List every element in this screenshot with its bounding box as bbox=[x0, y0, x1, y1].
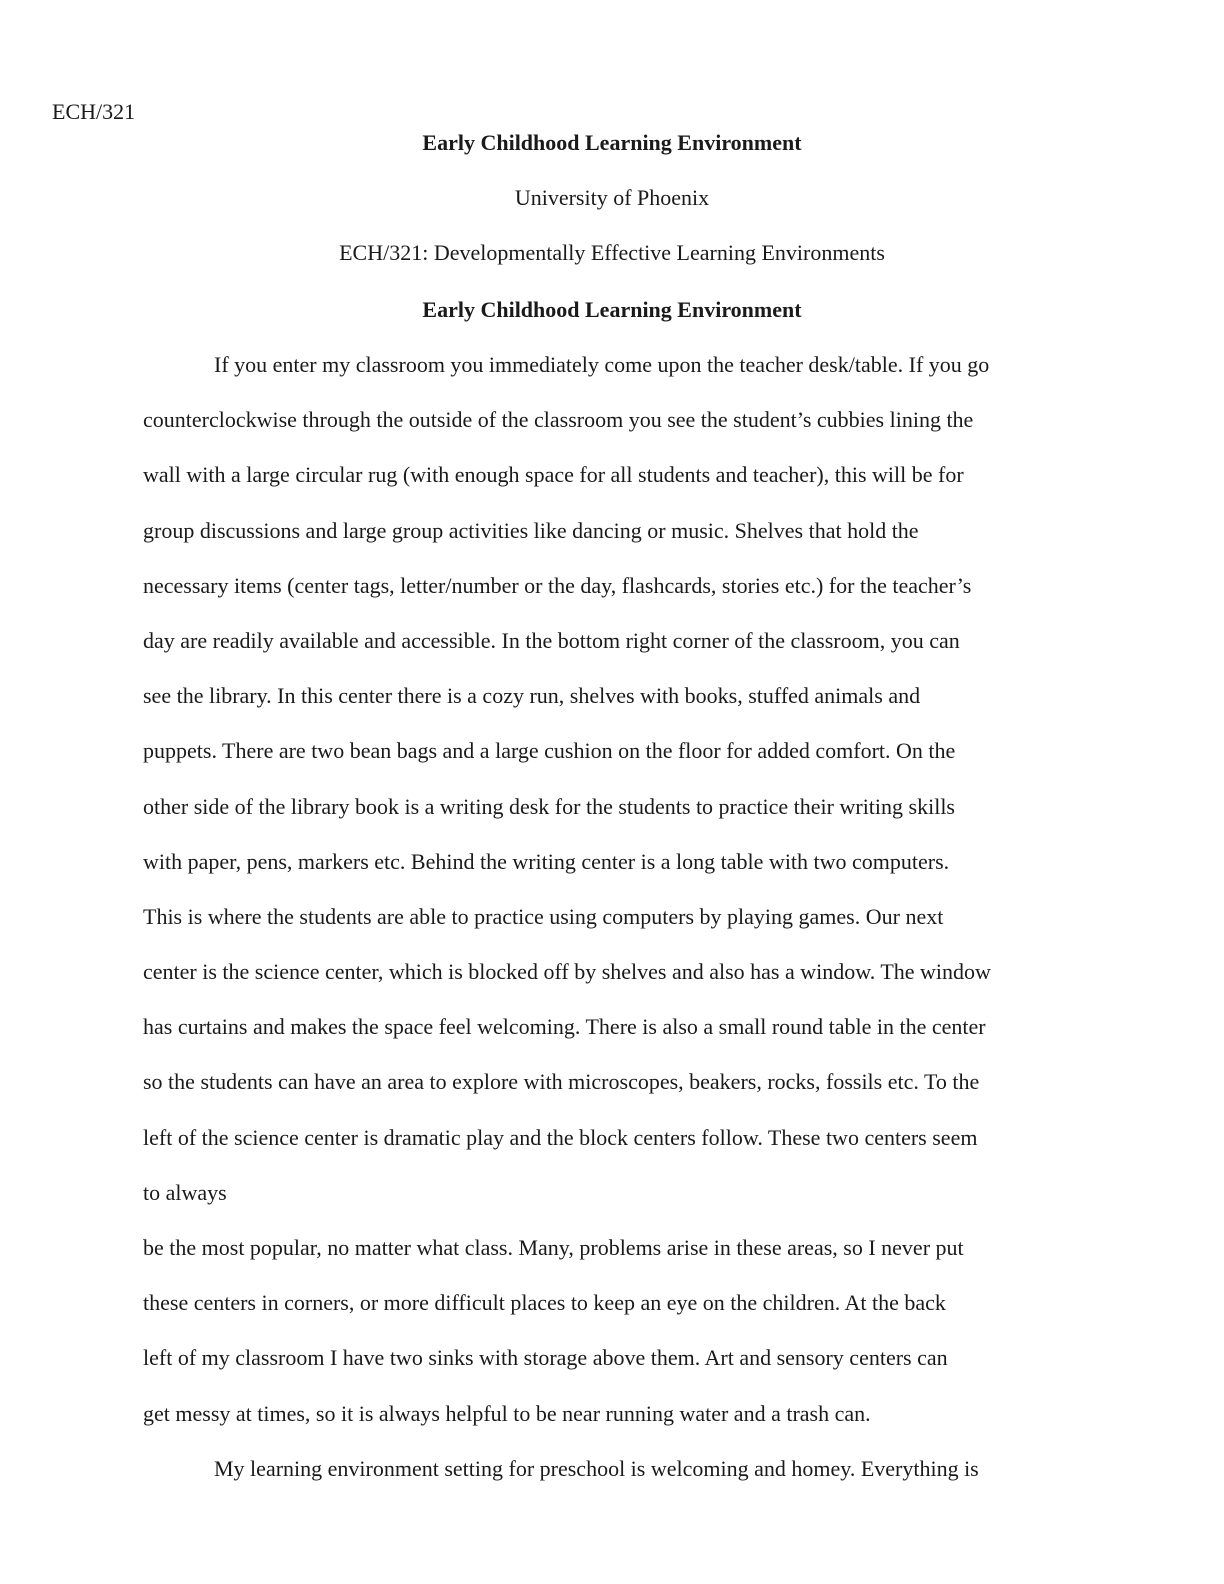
paragraph-1-line: group discussions and large group activities like dancing or music. Shelves that hold the bbox=[143, 517, 919, 543]
paragraph-1-line: to always bbox=[143, 1179, 227, 1205]
paragraph-1-line: has curtains and makes the space feel welcoming. There is also a small round table in the center bbox=[143, 1014, 986, 1040]
paragraph-1-line: other side of the library book is a writing desk for the students to practice their writing skills bbox=[143, 793, 955, 819]
paragraph-1-line: these centers in corners, or more difficult places to keep an eye on the children. At the back bbox=[143, 1290, 946, 1316]
paragraph-1-line: day are readily available and accessible. In the bottom right corner of the classroom, you can bbox=[143, 627, 960, 653]
paragraph-1-line: see the library. In this center there is a cozy run, shelves with books, stuffed animals and bbox=[143, 683, 921, 709]
paragraph-1-line: counterclockwise through the outside of the classroom you see the student’s cubbies lining the bbox=[143, 407, 974, 433]
paragraph-1-line: necessary items (center tags, letter/number or the day, flashcards, stories etc.) for the teacher’s bbox=[143, 572, 972, 598]
paragraph-1-line: This is where the students are able to practice using computers by playing games. Our next bbox=[143, 903, 944, 929]
paragraph-1-line: left of my classroom I have two sinks with storage above them. Art and sensory centers can bbox=[143, 1345, 948, 1371]
paragraph-1-line: get messy at times, so it is always helpful to be near running water and a trash can. bbox=[143, 1400, 871, 1426]
paragraph-1-line: be the most popular, no matter what class. Many, problems arise in these areas, so I never put bbox=[143, 1235, 964, 1260]
paragraph-1-line: center is the science center, which is blocked off by shelves and also has a window. The window bbox=[143, 959, 991, 985]
institution-name: University of Phoenix bbox=[514, 185, 710, 210]
paragraph-1-line: with paper, pens, markers etc. Behind the writing center is a long table with two computers. bbox=[143, 848, 950, 874]
paragraph-1-line: so the students can have an area to explore with microscopes, beakers, rocks, fossils etc. To the bbox=[143, 1069, 980, 1095]
document-title: Early Childhood Learning Environment bbox=[422, 130, 802, 155]
paragraph-2-line: My learning environment setting for preschool is welcoming and homey. Everything is bbox=[214, 1455, 979, 1481]
body-text bbox=[143, 350, 1103, 1509]
paragraph-1-line: If you enter my classroom you immediately come upon the teacher desk/table. If you go bbox=[214, 352, 990, 377]
paragraph-1-line: puppets. There are two bean bags and a large cushion on the floor for added comfort. On the bbox=[143, 738, 956, 764]
paragraph-1-line: wall with a large circular rug (with enough space for all students and teacher), this will be for bbox=[143, 462, 964, 488]
paragraph-1-line: left of the science center is dramatic play and the block centers follow. These two centers seem bbox=[143, 1124, 978, 1150]
course-name: ECH/321: Developmentally Effective Learning Environments bbox=[339, 240, 885, 265]
running-head: ECH/321 bbox=[52, 99, 136, 124]
section-title: Early Childhood Learning Environment bbox=[422, 297, 802, 322]
